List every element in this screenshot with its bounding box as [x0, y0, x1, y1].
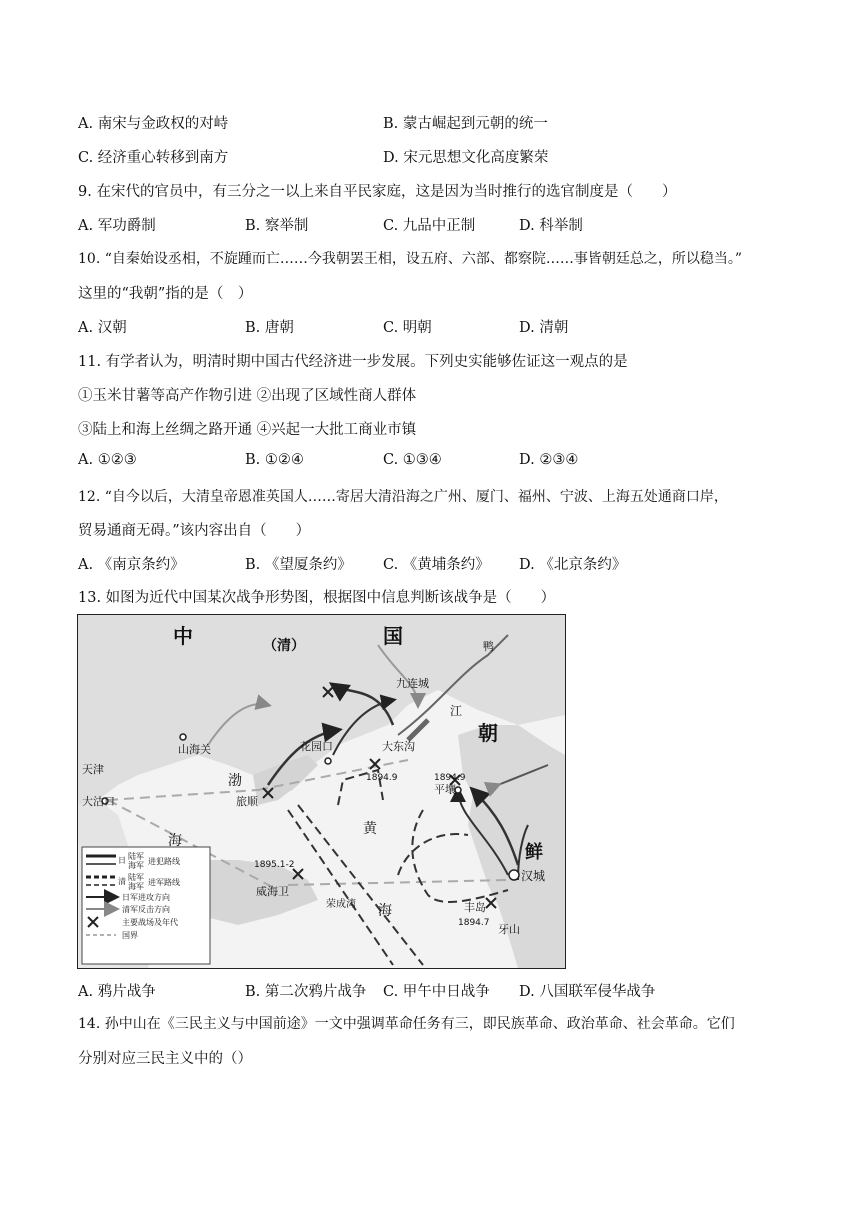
- map-label-zhong: 中: [173, 624, 193, 648]
- legend-jp-navy: 海军: [128, 861, 144, 870]
- map-label-hai2: 海: [378, 903, 392, 919]
- q12-option-b: B. 《望厦条约》: [245, 557, 352, 573]
- map-label-xian: 鲜: [525, 842, 543, 863]
- map-svg: [78, 615, 565, 968]
- q14-stem-line2: 分别对应三民主义中的（）: [78, 1051, 252, 1067]
- map-label-hai1: 海: [168, 833, 182, 849]
- war-situation-map: [77, 614, 566, 969]
- legend-cn-note: 进军路线: [148, 878, 180, 887]
- q13-option-a: A. 鸦片战争: [78, 984, 156, 1000]
- legend-border: 国界: [122, 931, 138, 940]
- legend-jp-group: 日: [118, 856, 126, 865]
- legend-jp-note: 进犯路线: [148, 857, 180, 866]
- q11-items-2: ③陆上和海上丝绸之路开通 ④兴起一大批工商业市镇: [78, 422, 417, 438]
- map-label-tianjin: 天津: [82, 763, 104, 776]
- q11-option-a: A. ①②③: [78, 452, 137, 468]
- map-date-pingrang: 1894.9: [434, 773, 466, 783]
- map-label-shanhaiguan: 山海关: [178, 743, 211, 756]
- map-label-hancheng: 汉城: [521, 869, 546, 883]
- map-label-jiang: 江: [450, 704, 463, 718]
- q8-option-a: A. 南宋与金政权的对峙: [78, 116, 229, 132]
- map-date-fengdao: 1894.7: [458, 918, 490, 928]
- q10-option-c: C. 明朝: [383, 320, 432, 336]
- q11-option-d: D. ②③④: [519, 452, 579, 468]
- q8-option-b: B. 蒙古崛起到元朝的统一: [383, 116, 548, 132]
- map-label-qing: （清）: [263, 638, 305, 654]
- map-label-dadonggou: 大东沟: [382, 740, 415, 753]
- q10-option-a: A. 汉朝: [78, 320, 127, 336]
- q10-option-d: D. 清朝: [519, 320, 569, 336]
- q13-option-d: D. 八国联军侵华战争: [519, 984, 656, 1000]
- q9-stem: 9. 在宋代的官员中，有三分之一以上来自平民家庭，这是因为当时推行的选官制度是（ ）: [78, 184, 677, 200]
- q9-option-d: D. 科举制: [519, 218, 583, 234]
- map-label-bo: 渤: [228, 773, 242, 789]
- map-label-huayuankou: 花园口: [300, 740, 333, 753]
- q13-stem: 13. 如图为近代中国某次战争形势图，根据图中信息判断该战争是（ ）: [78, 590, 556, 606]
- map-label-chao: 朝: [478, 721, 498, 745]
- legend-jp-attack: 日军进攻方向: [122, 893, 170, 902]
- q8-option-c: C. 经济重心转移到南方: [78, 150, 229, 166]
- legend-cn-counter: 清军反击方向: [122, 905, 170, 914]
- map-label-yashan: 牙山: [498, 923, 520, 936]
- map-label-huang: 黄: [363, 821, 377, 837]
- q12-stem-line1: 12. “自今以后，大清皇帝恩准英国人……寄居大清沿海之广州、厦门、福州、宁波、上海五处通商口岸，: [78, 489, 728, 505]
- q13-option-b: B. 第二次鸦片战争: [245, 984, 367, 1000]
- q14-stem-line1: 14. 孙中山在《三民主义与中国前途》一文中强调革命任务有三，即民族革命、政治革命、社会革命。它们: [78, 1016, 735, 1032]
- q12-option-a: A. 《南京条约》: [78, 557, 185, 573]
- legend-cn-group: 清: [118, 877, 126, 886]
- map-label-yalu: 鸭: [483, 640, 494, 653]
- q9-option-c: C. 九品中正制: [383, 218, 476, 234]
- legend-battle: 主要战场及年代: [122, 918, 178, 927]
- q9-option-b: B. 察举制: [245, 218, 309, 234]
- q13-option-c: C. 甲午中日战争: [383, 984, 490, 1000]
- q10-stem-line2: 这里的“我朝”指的是（ ）: [78, 286, 253, 302]
- q11-option-c: C. ①③④: [383, 452, 442, 468]
- map-label-jiuliancheng: 九连城: [396, 677, 429, 690]
- q10-stem-line1: 10. “自秦始设丞相，不旋踵而亡……今我朝罢王相，设五府、六部、都察院……事皆朝廷总之，所以稳当。”: [78, 251, 743, 267]
- map-label-lvshun: 旅顺: [236, 795, 258, 808]
- q10-option-b: B. 唐朝: [245, 320, 294, 336]
- q8-option-d: D. 宋元思想文化高度繁荣: [383, 150, 549, 166]
- map-label-fengdao: 丰岛: [464, 901, 486, 914]
- map-label-weihaiwei: 威海卫: [256, 885, 289, 898]
- legend-cn-navy: 海军: [128, 882, 144, 891]
- map-label-pingrang: 平壤: [434, 783, 456, 796]
- q12-option-c: C. 《黄埔条约》: [383, 557, 490, 573]
- map-date-dadonggou: 1894.9: [366, 773, 398, 783]
- legend-jp-army: 陆军: [128, 852, 144, 861]
- q12-option-d: D. 《北京条约》: [519, 557, 627, 573]
- q11-option-b: B. ①②④: [245, 452, 304, 468]
- q11-stem: 11. 有学者认为，明清时期中国古代经济进一步发展。下列史实能够佐证这一观点的是: [78, 354, 628, 370]
- map-date-weihaiwei: 1895.1-2: [254, 860, 295, 870]
- map-label-guo: 国: [383, 624, 403, 648]
- q9-option-a: A. 军功爵制: [78, 218, 156, 234]
- legend-cn-army: 陆军: [128, 873, 144, 882]
- q12-stem-line2: 贸易通商无碍。”该内容出自（ ）: [78, 523, 311, 539]
- map-label-rongchengwan: 荣成湾: [326, 899, 356, 910]
- q11-items-1: ①玉米甘薯等高产作物引进 ②出现了区域性商人群体: [78, 388, 417, 404]
- map-label-dagukou: 大沽口: [82, 795, 115, 808]
